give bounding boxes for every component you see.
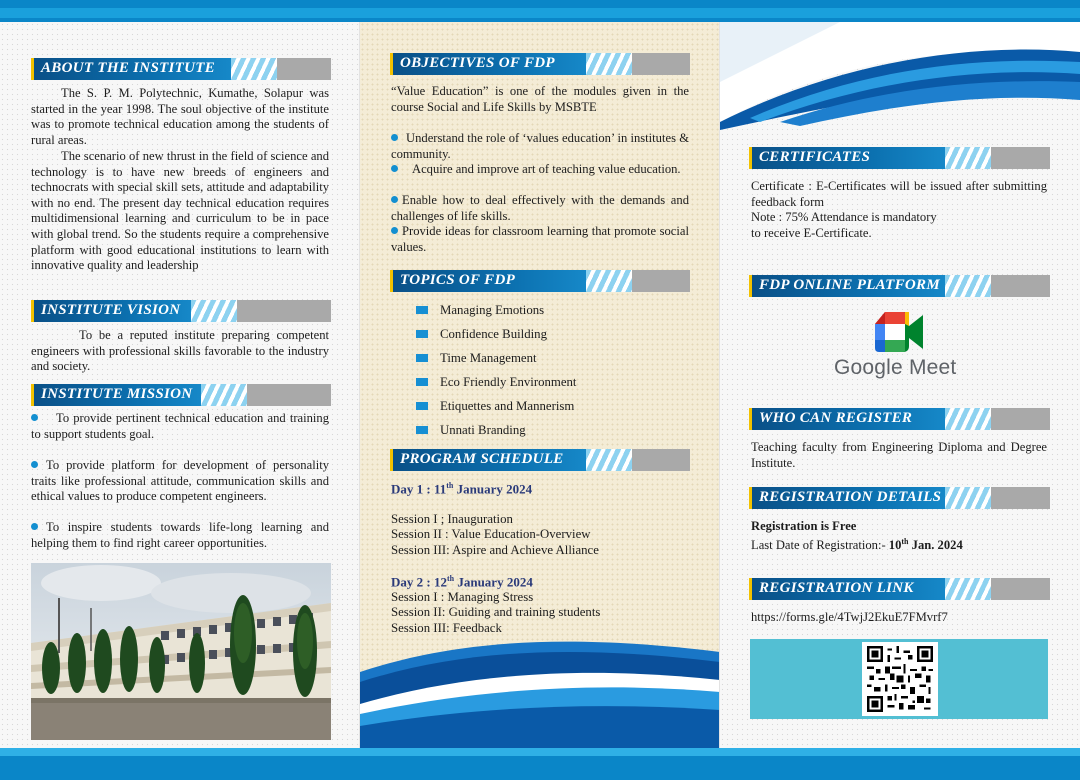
day-2-title: Day 2 : 12th January 2024 [391, 574, 533, 590]
registration-url[interactable]: https://forms.gle/4TwjJ2EkuE7FMvrf7 [751, 610, 948, 624]
google-meet-icon [875, 312, 925, 352]
about-heading: ABOUT THE INSTITUTE [31, 58, 331, 80]
topic-item: Time Management [416, 350, 537, 366]
square-bullet-icon [416, 402, 428, 410]
session-item: Session I ; Inauguration [391, 512, 513, 526]
top-bar-stripe [0, 8, 1080, 18]
bullet-dot [391, 134, 398, 141]
who-text: Teaching faculty from Engineering Diploma and Degree Institute. [751, 440, 1047, 470]
vision-text: To be a reputed institute preparing competent engineers with professional skills favorable to the industry and society. [31, 328, 329, 374]
mission-item: To provide platform for development of personality traits like professional attitude, communication skills and ethical values to produce competent engineers. [31, 458, 329, 504]
bullet-dot [31, 461, 38, 468]
bullet-dot [31, 414, 38, 421]
session-item: Session II : Value Education-Overview [391, 527, 591, 541]
day-1-title: Day 1 : 11th January 2024 [391, 481, 533, 497]
about-paragraph-1: The S. P. M. Polytechnic, Kumathe, Solapur was started in the year 1998. The soul objective of the institute was to promote technical education among the students of rural areas. [31, 86, 329, 147]
bullet-dot [391, 196, 398, 203]
objectives-heading: OBJECTIVES OF FDP [390, 53, 690, 75]
registration-free: Registration is Free [751, 519, 857, 533]
certificates-heading: CERTIFICATES [749, 147, 1050, 169]
topic-item: Etiquettes and Mannerism [416, 398, 574, 414]
topics-heading: TOPICS OF FDP [390, 270, 690, 292]
bottom-bar-stripe [0, 748, 1080, 756]
registration-details-heading: REGISTRATION DETAILS [749, 487, 1050, 509]
objectives-intro: “Value Education” is one of the modules given in the course Social and Life Skills by MSBTE [391, 84, 689, 114]
left-panel [0, 22, 360, 748]
registration-link-heading: REGISTRATION LINK [749, 578, 1050, 600]
objective-item: Provide ideas for classroom learning that promote social values. [391, 224, 689, 254]
objective-item: Enable how to deal effectively with the demands and challenges of life skills. [391, 193, 689, 223]
google-meet-logo-text: Google Meet [834, 356, 957, 379]
session-item: Session III: Aspire and Achieve Alliance [391, 543, 599, 557]
qr-panel [750, 639, 1048, 719]
institute-building-photo [31, 563, 331, 740]
blue-wave-decoration [360, 622, 720, 748]
certificates-text: Certificate : E-Certificates will be issued after submitting feedback form [751, 179, 1047, 209]
qr-code[interactable] [862, 642, 938, 716]
objective-item: Acquire and improve art of teaching value education. [391, 162, 689, 178]
qr-code-icon [866, 646, 934, 712]
platform-heading: FDP ONLINE PLATFORM [749, 275, 1050, 297]
square-bullet-icon [416, 306, 428, 314]
session-item: Session III: Feedback [391, 621, 502, 635]
session-item: Session II: Guiding and training students [391, 605, 601, 619]
who-heading: WHO CAN REGISTER [749, 408, 1050, 430]
mission-item: To inspire students towards life-long learning and helping them to find right career opportunities. [31, 520, 329, 550]
topic-item: Eco Friendly Environment [416, 374, 576, 390]
square-bullet-icon [416, 330, 428, 338]
middle-panel [360, 22, 720, 748]
mission-item: To provide pertinent technical education and training to support students goal. [31, 411, 329, 441]
square-bullet-icon [416, 354, 428, 362]
bullet-dot [391, 165, 398, 172]
certificates-note: Note : 75% Attendance is mandatory [751, 210, 937, 224]
about-paragraph-2: The scenario of new thrust in the field of science and technology is to have new breeds of engineers and technocrats with special skill sets, attitude and adaptability with no end. The present day technical education requires multidimensional learning and curriculum to be in pace with global trend. So the students require a comprehensive platform with good educational institutions to learn with innovative quality and leadership [31, 149, 329, 273]
topic-item: Unnati Branding [416, 422, 526, 438]
schedule-heading: PROGRAM SCHEDULE [390, 449, 690, 471]
mission-heading: INSTITUTE MISSION [31, 384, 331, 406]
square-bullet-icon [416, 378, 428, 386]
certificates-note: to receive E-Certificate. [751, 226, 872, 240]
session-item: Session I : Managing Stress [391, 590, 534, 604]
bullet-dot [31, 523, 38, 530]
bullet-dot [391, 227, 398, 234]
topic-item: Managing Emotions [416, 302, 544, 318]
topic-item: Confidence Building [416, 326, 547, 342]
blue-wave-decoration [720, 22, 1080, 132]
last-date: Last Date of Registration:- 10th Jan. 2024 [751, 537, 963, 553]
right-panel [720, 22, 1080, 748]
vision-heading: INSTITUTE VISION [31, 300, 331, 322]
square-bullet-icon [416, 426, 428, 434]
objective-item: Understand the role of ‘values education’ in institutes & community. [391, 131, 689, 161]
